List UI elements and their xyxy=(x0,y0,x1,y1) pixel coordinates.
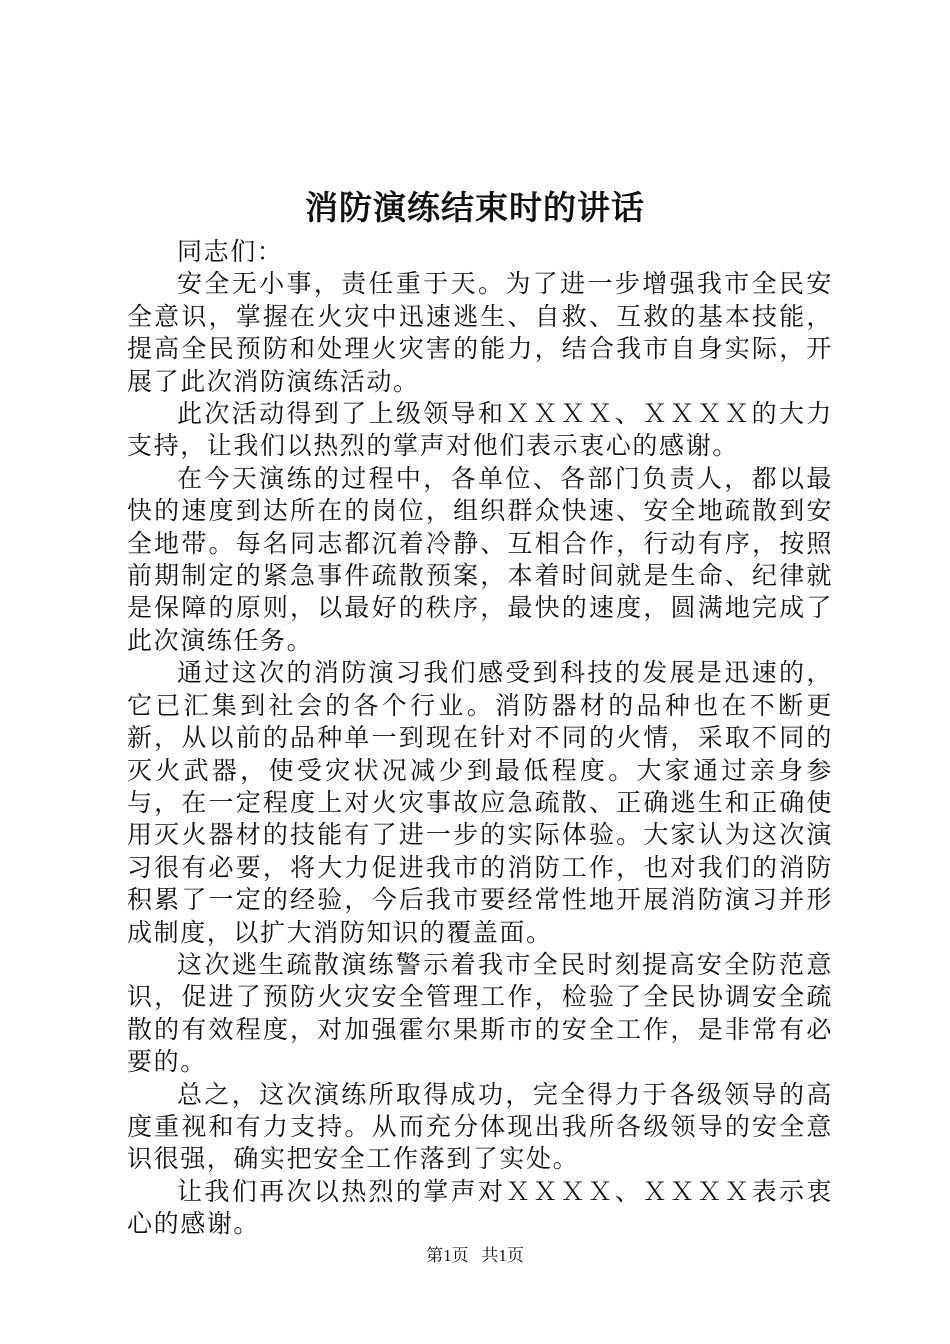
paragraph-2: 此次活动得到了上级领导和ＸＸＸＸ、ＸＸＸＸ的大力支持，让我们以热烈的掌声对他们表示衷心的感谢。 xyxy=(127,399,833,461)
paragraph-5: 这次逃生疏散演练警示着我市全民时刻提高安全防范意识，促进了预防火灾安全管理工作，检验了全民协调安全疏散的有效程度，对加强霍尔果斯市的安全工作，是非常有必要的。 xyxy=(127,949,833,1077)
page-separator xyxy=(473,1246,477,1265)
paragraph-1: 安全无小事，责任重于天。为了进一步增强我市全民安全意识，掌握在火灾中迅速逃生、自救、互救的基本技能，提高全民预防和处理火灾害的能力，结合我市自身实际，开展了此次消防演练活动。 xyxy=(127,269,833,396)
document-title: 消防演练结束时的讲话 xyxy=(305,188,645,227)
paragraph-7: 让我们再次以热烈的掌声对ＸＸＸＸ、ＸＸＸＸ表示衷心的感谢。 xyxy=(127,1176,833,1239)
page-number: 第1页 xyxy=(426,1246,469,1265)
document-body xyxy=(127,236,833,1241)
paragraph-3: 在今天演练的过程中，各单位、各部门负责人，都以最快的速度到达所在的岗位，组织群众快速、安全地疏散到安全地带。每名同志都沉着冷静、互相合作，行动有序，按照前期制定的紧急事件疏散预案，本着时间就是生命、纪律就是保障的原则，以最好的秩序，最快的速度，圆满地完成了此次演练任务。 xyxy=(127,463,833,655)
salutation: 同志们： xyxy=(177,237,284,266)
page-footer xyxy=(0,1244,950,1268)
paragraph-6: 总之，这次演练所取得成功，完全得力于各级领导的高度重视和有力支持。从而充分体现出我所各级领导的安全意识很强，确实把安全工作落到了实处。 xyxy=(127,1079,833,1174)
page-total: 共1页 xyxy=(481,1246,524,1265)
paragraph-4: 通过这次的消防演习我们感受到科技的发展是迅速的，它已汇集到社会的各个行业。消防器材的品种也在不断更新，从以前的品种单一到现在针对不同的火情，采取不同的灭火武器，使受灾状况减少到最低程度。大家通过亲身参与，在一定程度上对火灾事故应急疏散、正确逃生和正确使用灭火器材的技能有了进一步的实际体验。大家认为这次演习很有必要，将大力促进我市的消防工作，也对我们的消防积累了一定的经验，今后我市要经常性地开展消防演习并形成制度，以扩大消防知识的覆盖面。 xyxy=(127,658,833,947)
